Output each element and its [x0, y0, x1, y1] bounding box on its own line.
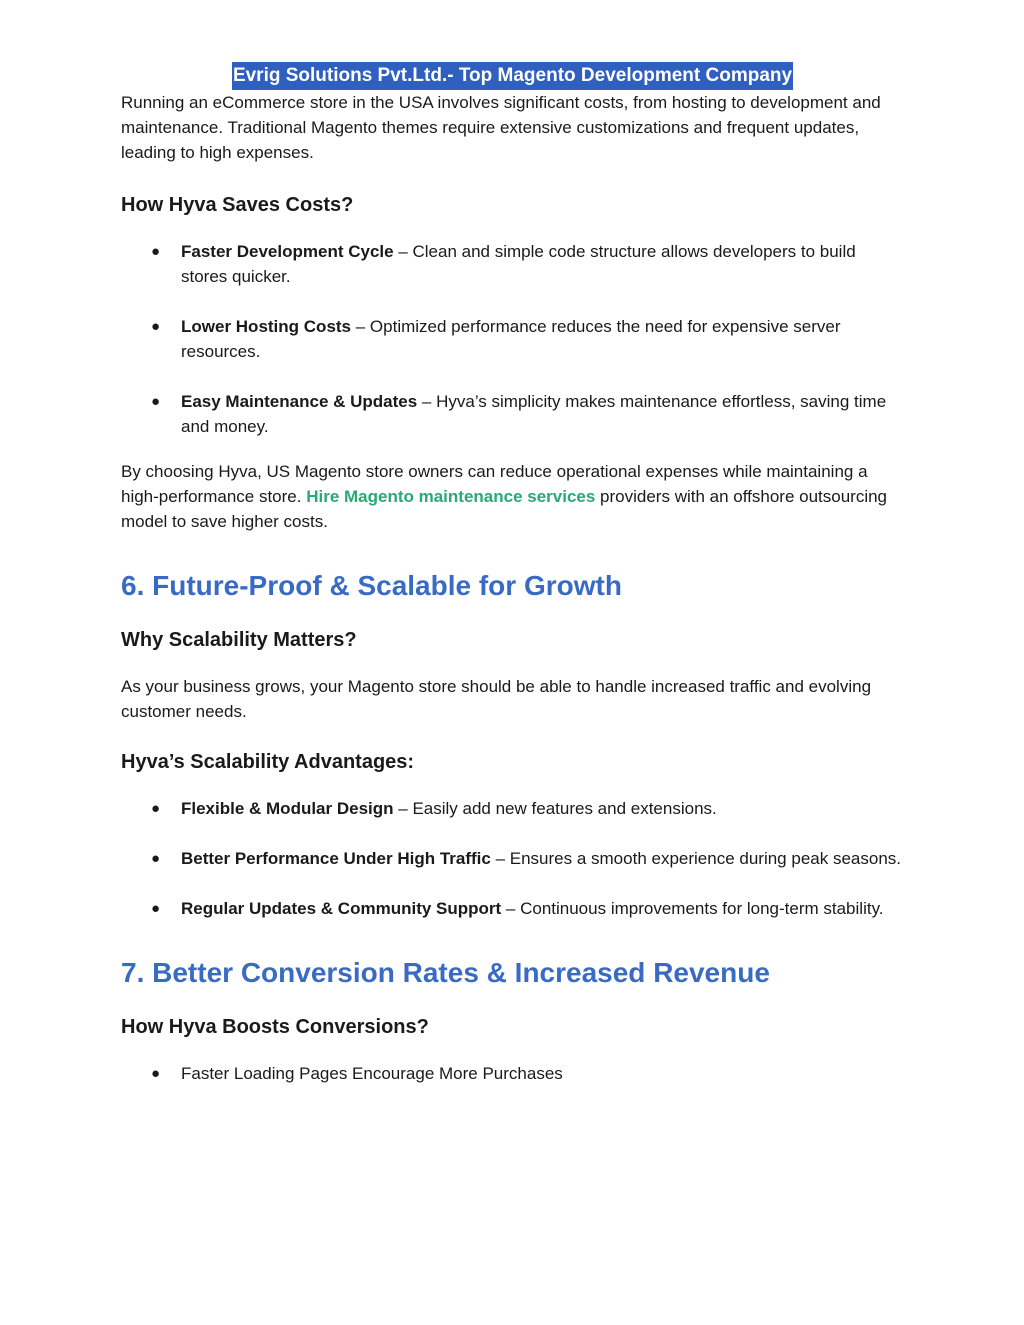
list-item-text: – Optimized performance reduces the need for expensive server resources. [181, 317, 841, 361]
list-item [121, 239, 904, 289]
section-6-paragraph: As your business grows, your Magento store should be able to handle increased traffic and evolving customer needs. [121, 677, 872, 721]
cost-list [121, 239, 904, 439]
intro-paragraph: Running an eCommerce store in the USA involves significant costs, from hosting to development and maintenance. Traditional Magento themes require extensive customizations and frequent updates, leading to high expenses. [121, 93, 881, 162]
bullet-icon: ● [151, 1065, 161, 1082]
list-item-text: – Clean and simple code structure allows developers to build stores quicker. [181, 242, 856, 286]
list-item-title: Faster Development Cycle [181, 242, 394, 261]
list-item-text: – Easily add new features and extensions. [393, 799, 717, 818]
list-item [121, 389, 904, 439]
list-item-title: Better Performance Under High Traffic [181, 849, 491, 868]
section-6-heading: 6. Future-Proof & Scalable for Growth [121, 570, 622, 601]
cost-heading: How Hyva Saves Costs? [121, 194, 354, 216]
list-item-title: Flexible & Modular Design [181, 799, 394, 818]
list-item [121, 314, 904, 364]
conversion-list [121, 1061, 904, 1086]
section-7-heading: 7. Better Conversion Rates & Increased Revenue [121, 957, 770, 988]
list-item [121, 846, 904, 871]
list-item-text: – Continuous improvements for long-term stability. [501, 899, 884, 918]
bullet-icon: ● [151, 393, 161, 410]
list-item-text: – Hyva’s simplicity makes maintenance effortless, saving time and money. [181, 392, 887, 436]
list-item-title: Lower Hosting Costs [181, 317, 352, 336]
list-item-text: – Ensures a smooth experience during peak seasons. [490, 849, 901, 868]
banner-wrap [121, 0, 904, 90]
list-item-title: Regular Updates & Community Support [181, 899, 502, 918]
section-6-sub-2: Hyva’s Scalability Advantages: [121, 751, 415, 773]
list-item-title: Easy Maintenance & Updates [181, 392, 418, 411]
company-banner: Evrig Solutions Pvt.Ltd.- Top Magento Development Company [232, 62, 793, 90]
closing-text-pre: By choosing Hyva, US Magento store owners can reduce operational expenses while maintaining a high-performance store. [121, 462, 868, 506]
cost-closing-paragraph [121, 459, 904, 534]
bullet-icon: ● [151, 900, 161, 917]
bullet-icon: ● [151, 243, 161, 260]
closing-text-post: providers with an offshore outsourcing model to save higher costs. [121, 487, 888, 531]
bullet-icon: ● [151, 318, 161, 335]
list-item-text: Faster Loading Pages Encourage More Purchases [181, 1064, 563, 1083]
section-6-sub-1: Why Scalability Matters? [121, 629, 357, 651]
scalability-list [121, 796, 904, 921]
maintenance-services-link[interactable]: Hire Magento maintenance services [306, 487, 596, 506]
bullet-icon: ● [151, 850, 161, 867]
list-item [121, 796, 904, 821]
list-item [121, 896, 904, 921]
bullet-icon: ● [151, 800, 161, 817]
section-7-sub-1: How Hyva Boosts Conversions? [121, 1016, 429, 1038]
list-item [121, 1061, 904, 1086]
